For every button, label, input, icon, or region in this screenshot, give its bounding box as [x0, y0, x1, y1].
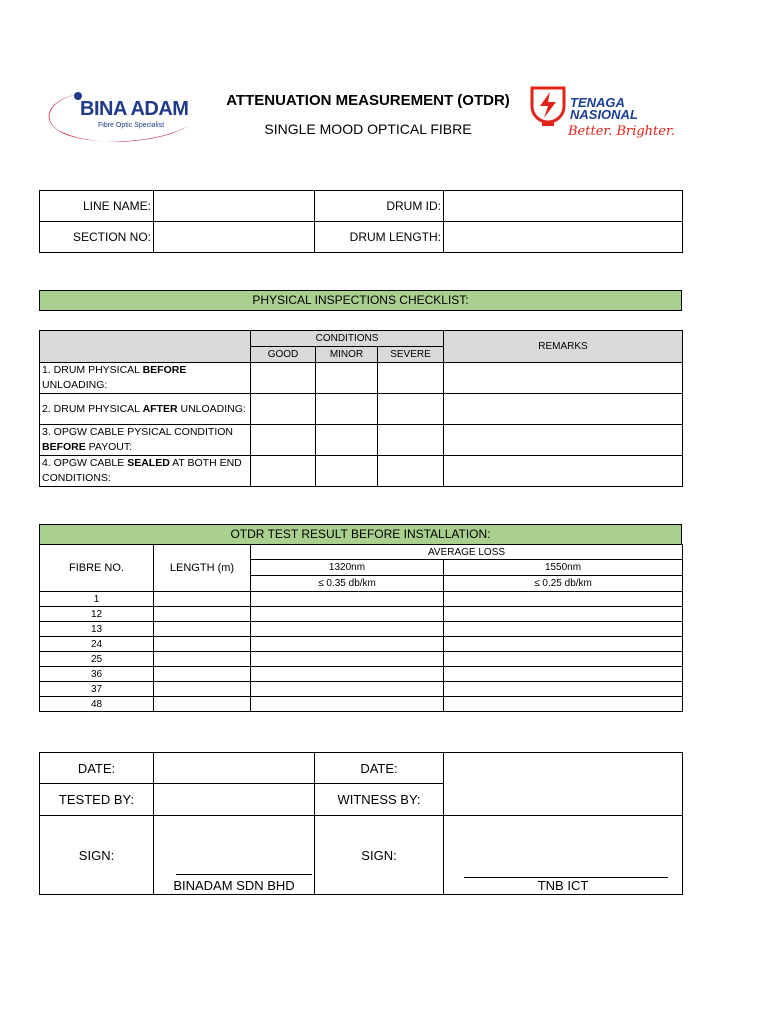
severe-header: SEVERE [378, 347, 444, 363]
witness-name-field[interactable] [444, 753, 683, 816]
length-cell[interactable] [154, 667, 251, 682]
loss-1320-cell[interactable] [251, 592, 444, 607]
good-cell[interactable] [251, 425, 316, 456]
length-cell[interactable] [154, 592, 251, 607]
company-left: BINADAM SDN BHD [173, 878, 295, 893]
checklist-item-label [40, 363, 251, 394]
length-header: LENGTH (m) [154, 545, 251, 592]
otdr-title: OTDR TEST RESULT BEFORE INSTALLATION: [39, 524, 682, 545]
page-subtitle: SINGLE MOOD OPTICAL FIBRE [264, 121, 472, 137]
company-right: TNB ICT [537, 878, 589, 893]
severe-cell[interactable] [378, 456, 444, 487]
checklist-item-header [40, 331, 251, 363]
length-cell[interactable] [154, 607, 251, 622]
loss-1550-cell[interactable] [444, 697, 683, 712]
loss-1550-cell[interactable] [444, 652, 683, 667]
loss-1550-cell[interactable] [444, 592, 683, 607]
tested-by-field[interactable] [154, 784, 315, 816]
checklist-row [40, 456, 683, 487]
length-cell[interactable] [154, 652, 251, 667]
item-bold-text: SEALED [127, 457, 170, 469]
item-text: 3. OPGW CABLE PYSICAL CONDITION [42, 426, 233, 438]
line-name-label: LINE NAME: [40, 191, 154, 222]
length-cell[interactable] [154, 682, 251, 697]
loss-1320-cell[interactable] [251, 667, 444, 682]
item-text: 2. DRUM PHYSICAL [42, 402, 143, 415]
tnb-logo [528, 84, 678, 146]
minor-cell[interactable] [316, 363, 378, 394]
good-cell[interactable] [251, 394, 316, 425]
item-bold-text: BEFORE [42, 441, 86, 453]
sign-right-field[interactable] [444, 816, 683, 895]
minor-header: MINOR [316, 347, 378, 363]
fibre-number: 12 [40, 607, 154, 622]
date-left-field[interactable] [154, 753, 315, 784]
item-text: PAYOUT: [85, 441, 133, 453]
drum-length-field[interactable] [444, 222, 683, 253]
tnb-emblem-icon [528, 84, 568, 128]
bina-adam-logo [40, 86, 192, 148]
fibre-number: 48 [40, 697, 154, 712]
fibre-number: 25 [40, 652, 154, 667]
checklist-item-label [40, 456, 251, 487]
fibre-row [40, 637, 683, 652]
date-left-label: DATE: [40, 753, 154, 784]
item-bold-text: AFTER [142, 402, 178, 415]
fibre-number: 1 [40, 592, 154, 607]
tnb-slogan: Better. Brighter. [568, 124, 675, 139]
remarks-cell[interactable] [444, 456, 683, 487]
info-table [39, 190, 683, 253]
date-right-label: DATE: [315, 753, 444, 784]
good-cell[interactable] [251, 363, 316, 394]
fibre-row [40, 682, 683, 697]
loss-1550-cell[interactable] [444, 637, 683, 652]
section-no-label: SECTION NO: [40, 222, 154, 253]
fibre-row [40, 667, 683, 682]
tested-by-label: TESTED BY: [40, 784, 154, 816]
fibre-number: 13 [40, 622, 154, 637]
limit-1550: ≤ 0.25 db/km [444, 576, 683, 592]
length-cell[interactable] [154, 697, 251, 712]
witness-by-label: WITNESS BY: [315, 784, 444, 816]
fibre-row [40, 622, 683, 637]
severe-cell[interactable] [378, 425, 444, 456]
item-text: 4. OPGW CABLE [42, 457, 128, 469]
minor-cell[interactable] [316, 394, 378, 425]
wavelength-1550-header: 1550nm [444, 560, 683, 576]
fibre-row [40, 607, 683, 622]
minor-cell[interactable] [316, 425, 378, 456]
average-loss-header: AVERAGE LOSS [251, 545, 683, 560]
severe-cell[interactable] [378, 394, 444, 425]
checklist-row [40, 394, 683, 425]
fibre-row [40, 652, 683, 667]
remarks-header: REMARKS [444, 331, 683, 363]
fibre-number: 36 [40, 667, 154, 682]
checklist-item-label [40, 394, 251, 425]
sign-left-label: SIGN: [40, 816, 154, 895]
loss-1550-cell[interactable] [444, 667, 683, 682]
minor-cell[interactable] [316, 456, 378, 487]
tnb-line2: NASIONAL [570, 107, 638, 122]
bina-adam-tagline: Fibre Optic Specialist [98, 122, 165, 129]
drum-id-label: DRUM ID: [315, 191, 444, 222]
item-bold-text: BEFORE [142, 364, 187, 376]
loss-1320-cell[interactable] [251, 607, 444, 622]
item-text: CONDITIONS: [42, 472, 111, 484]
checklist-title: PHYSICAL INSPECTIONS CHECKLIST: [39, 290, 682, 311]
remarks-cell[interactable] [444, 425, 683, 456]
sign-right-line [464, 877, 668, 878]
loss-1320-cell[interactable] [251, 622, 444, 637]
checklist-row [40, 425, 683, 456]
conditions-header: CONDITIONS [251, 331, 444, 347]
bina-adam-name: BINA ADAM [80, 98, 189, 120]
otdr-table [39, 544, 683, 712]
item-text: AT BOTH END [169, 457, 242, 469]
loss-1550-cell[interactable] [444, 607, 683, 622]
sign-left-field[interactable] [154, 816, 315, 895]
remarks-cell[interactable] [444, 394, 683, 425]
line-name-field[interactable] [154, 191, 315, 222]
item-text: 1. DRUM PHYSICAL [42, 364, 143, 376]
fibre-number: 37 [40, 682, 154, 697]
fibre-row [40, 592, 683, 607]
severe-cell[interactable] [378, 363, 444, 394]
tnb-line1: TENAGA [570, 95, 625, 110]
remarks-cell[interactable] [444, 363, 683, 394]
page-title: ATTENUATION MEASUREMENT (OTDR) [226, 92, 510, 109]
wavelength-1320-header: 1320nm [251, 560, 444, 576]
checklist-item-label [40, 425, 251, 456]
sign-left-line [176, 874, 312, 875]
checklist-table [39, 330, 683, 487]
fibre-no-header: FIBRE NO. [40, 545, 154, 592]
length-cell[interactable] [154, 637, 251, 652]
checklist-row [40, 363, 683, 394]
loss-1320-cell[interactable] [251, 682, 444, 697]
limit-1320: ≤ 0.35 db/km [251, 576, 444, 592]
good-header: GOOD [251, 347, 316, 363]
loss-1550-cell[interactable] [444, 682, 683, 697]
item-text: UNLOADING: [42, 379, 108, 391]
fibre-row [40, 697, 683, 712]
loss-1320-cell[interactable] [251, 637, 444, 652]
length-cell[interactable] [154, 622, 251, 637]
signoff-table [39, 752, 683, 895]
section-no-field[interactable] [154, 222, 315, 253]
loss-1320-cell[interactable] [251, 697, 444, 712]
drum-id-field[interactable] [444, 191, 683, 222]
sign-right-label: SIGN: [315, 816, 444, 895]
good-cell[interactable] [251, 456, 316, 487]
drum-length-label: DRUM LENGTH: [315, 222, 444, 253]
fibre-number: 24 [40, 637, 154, 652]
item-text: UNLOADING: [177, 402, 246, 415]
loss-1320-cell[interactable] [251, 652, 444, 667]
loss-1550-cell[interactable] [444, 622, 683, 637]
